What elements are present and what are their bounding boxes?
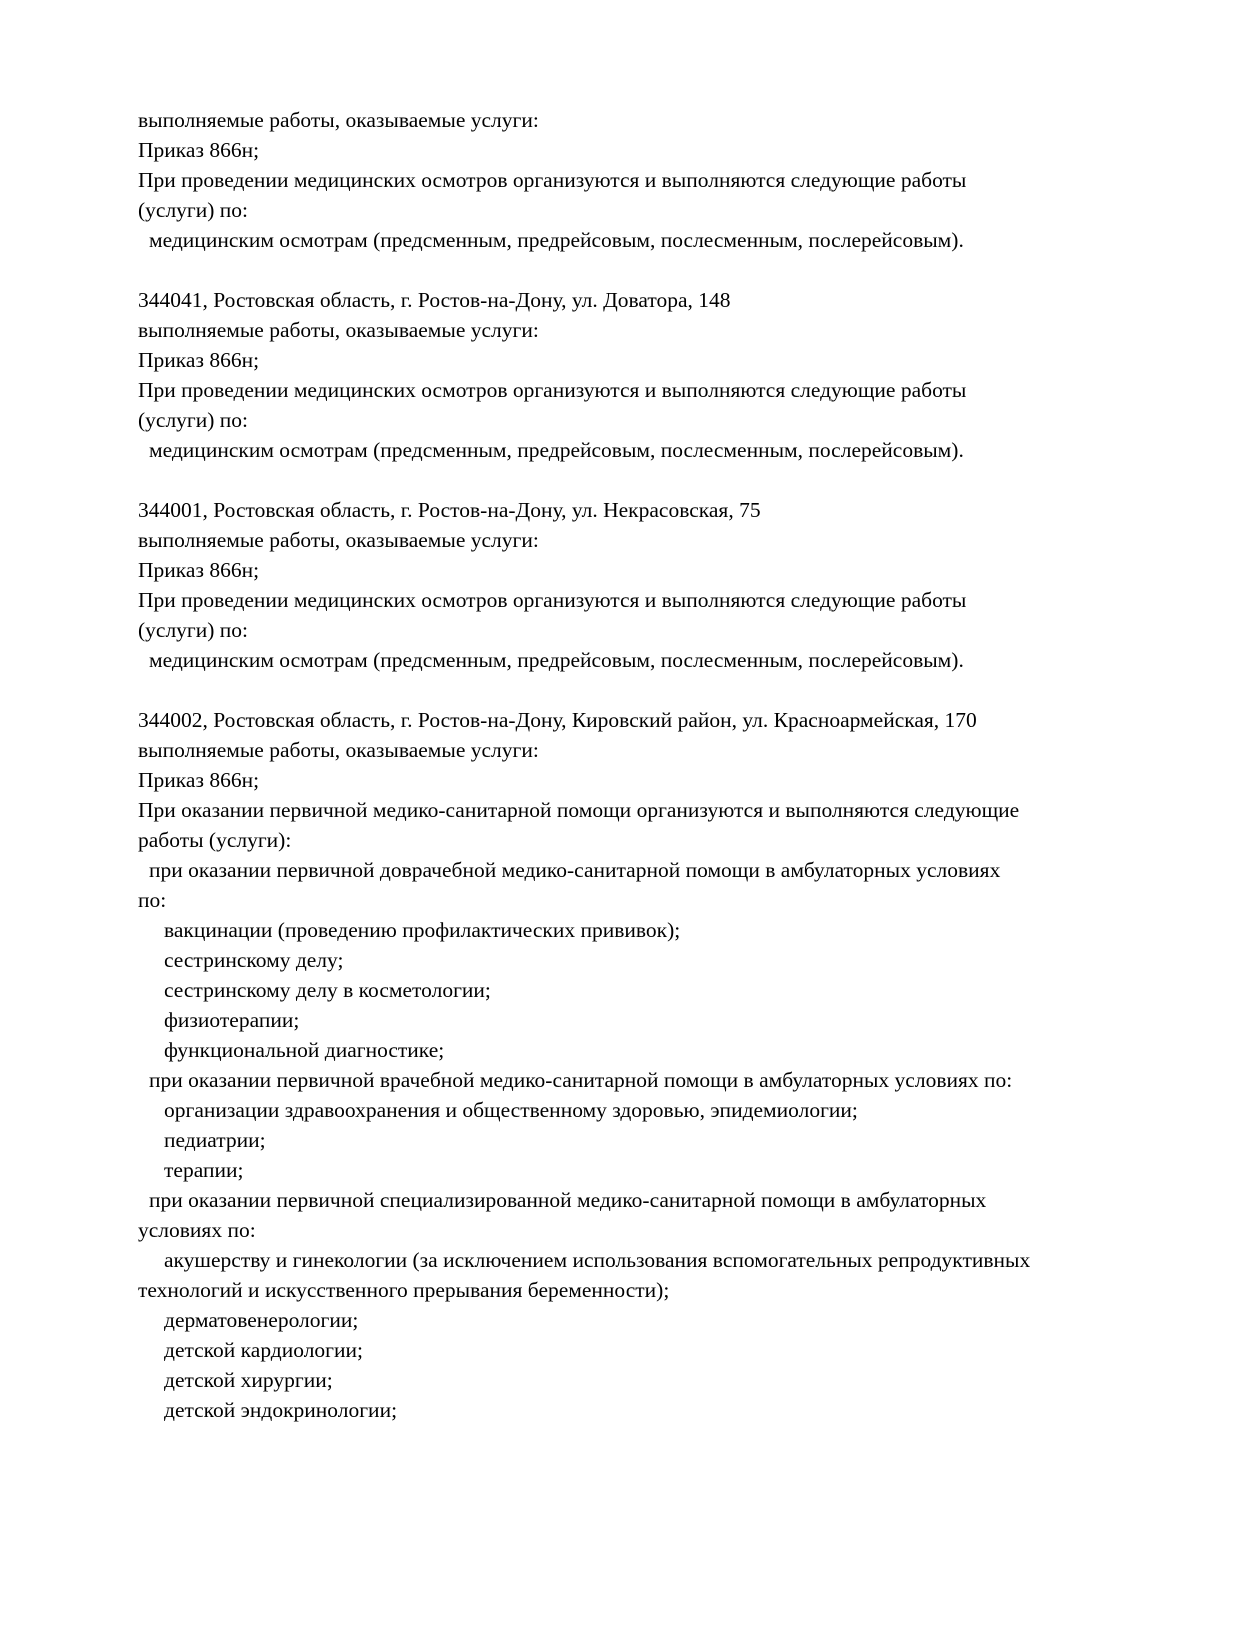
text-line: Приказ 866н; — [138, 348, 260, 372]
text-line: дерматовенерологии; — [164, 1308, 359, 1332]
text-line: При оказании первичной медико-санитарной помощи организуются и выполняются следующие — [138, 798, 1020, 822]
text-line: педиатрии; — [164, 1128, 266, 1152]
paragraph-block — [138, 495, 1145, 675]
text-line: При проведении медицинских осмотров организуются и выполняются следующие работы — [138, 168, 967, 192]
paragraph-block — [138, 705, 1145, 1425]
text-line: 344001, Ростовская область, г. Ростов-на-Дону, ул. Некрасовская, 75 — [138, 498, 761, 522]
text-line: акушерству и гинекологии (за исключением использования вспомогательных репродуктивных — [164, 1248, 1031, 1272]
text-line: выполняемые работы, оказываемые услуги: — [138, 108, 539, 132]
text-line: При проведении медицинских осмотров организуются и выполняются следующие работы — [138, 378, 967, 402]
text-line: технологий и искусственного прерывания беременности); — [138, 1278, 670, 1302]
text-line: функциональной диагностике; — [164, 1038, 445, 1062]
text-line: детской кардиологии; — [164, 1338, 363, 1362]
text-line: 344002, Ростовская область, г. Ростов-на-Дону, Кировский район, ул. Красноармейская, 170 — [138, 708, 977, 732]
text-line: сестринскому делу; — [164, 948, 344, 972]
text-line: Приказ 866н; — [138, 768, 260, 792]
text-line: (услуги) по: — [138, 198, 249, 222]
text-line: медицинским осмотрам (предсменным, предрейсовым, послесменным, послерейсовым). — [149, 228, 964, 252]
text-line: детской эндокринологии; — [164, 1398, 398, 1422]
text-line: детской хирургии; — [164, 1368, 333, 1392]
text-line: вакцинации (проведению профилактических прививок); — [164, 918, 681, 942]
text-line: терапии; — [164, 1158, 244, 1182]
text-line: Приказ 866н; — [138, 138, 260, 162]
text-line: медицинским осмотрам (предсменным, предрейсовым, послесменным, послерейсовым). — [149, 438, 964, 462]
text-line: (услуги) по: — [138, 618, 249, 642]
text-line: при оказании первичной врачебной медико-санитарной помощи в амбулаторных условиях по: — [149, 1068, 1013, 1092]
text-line: физиотерапии; — [164, 1008, 300, 1032]
text-line: медицинским осмотрам (предсменным, предрейсовым, послесменным, послерейсовым). — [149, 648, 964, 672]
text-line: 344041, Ростовская область, г. Ростов-на-Дону, ул. Доватора, 148 — [138, 288, 731, 312]
text-line: (услуги) по: — [138, 408, 249, 432]
text-line: При проведении медицинских осмотров организуются и выполняются следующие работы — [138, 588, 967, 612]
text-line: условиях по: — [138, 1218, 256, 1242]
paragraph-block — [138, 285, 1145, 465]
text-line: при оказании первичной доврачебной медико-санитарной помощи в амбулаторных условиях — [149, 858, 1001, 882]
paragraph-block — [138, 105, 1145, 255]
text-line: организации здравоохранения и общественному здоровью, эпидемиологии; — [164, 1098, 858, 1122]
text-line: выполняемые работы, оказываемые услуги: — [138, 318, 539, 342]
text-line: сестринскому делу в косметологии; — [164, 978, 491, 1002]
text-line: работы (услуги): — [138, 828, 292, 852]
text-line: выполняемые работы, оказываемые услуги: — [138, 528, 539, 552]
text-line: выполняемые работы, оказываемые услуги: — [138, 738, 539, 762]
text-line: по: — [138, 888, 167, 912]
text-line: Приказ 866н; — [138, 558, 260, 582]
text-line: при оказании первичной специализированной медико-санитарной помощи в амбулаторных — [149, 1188, 987, 1212]
